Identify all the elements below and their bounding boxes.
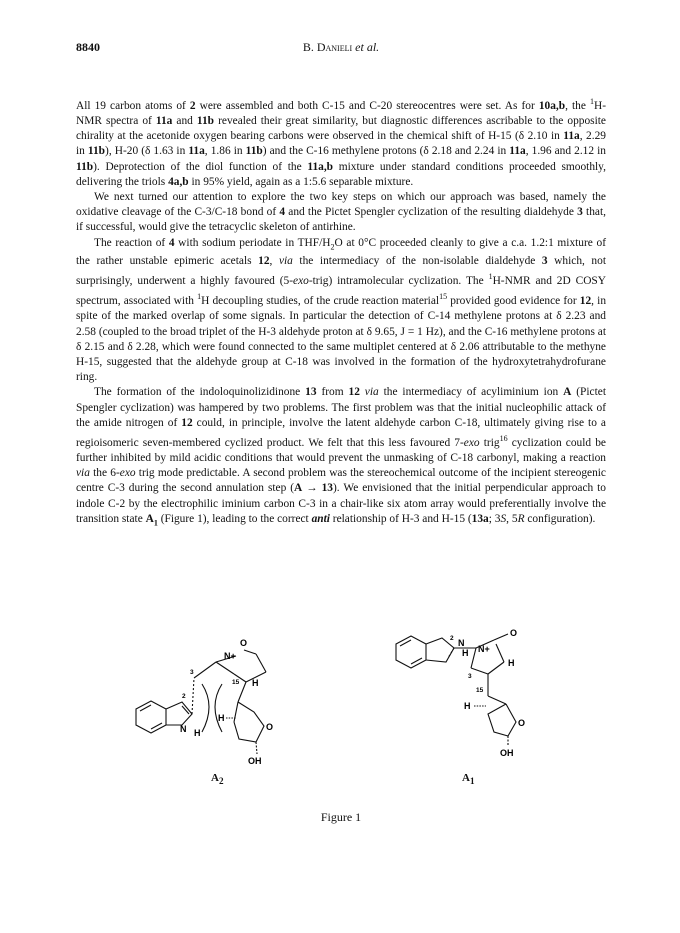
thf-ring-a1: [488, 704, 516, 736]
atom-nh-a2: H: [194, 728, 201, 738]
page-number: 8840: [76, 40, 100, 54]
atom-oh-a2: OH: [248, 756, 262, 766]
figure-1: [76, 614, 606, 787]
paragraph-1: All 19 carbon atoms of 2 were assembled and both C-15 and C-20 stereocentres were set. As for 10a,b, the $^1$H-NMR spectra of 11a and 11b revealed their great similarity, but diagnostic differences ascribable to the opposite chirality at the acetonide oxygen bearing carbons were observed in the chemical shift of H-15 (δ 2.10 in 11a, 2.29 in 11b), H-20 (δ 1.63 in 11a, 1.86 in 11b) and the C-16 methylene protons (δ 2.18 and 2.24 in 11a, 1.96 and 2.12 in 11b). Deprotection of the diol function of the 11a,b mixture under standard conditions proceeded smoothly, delivering the triols 4a,b in 95% yield, again as a 1:5.6 separable mixture.: [76, 97, 606, 188]
page-header: [76, 40, 606, 56]
label-a1: $A_1$: [462, 772, 475, 787]
num-15-a2: 15: [232, 679, 240, 686]
atom-o-ring-a1: O: [518, 718, 526, 728]
atom-n-plus-a1: N+: [478, 644, 490, 654]
atom-n-a2: N: [180, 724, 187, 734]
label-a2: $A_2$: [211, 772, 224, 787]
structures-svg: [76, 614, 606, 787]
paragraph-2: We next turned our attention to explore the two key steps on which our approach was based, namely the oxidative cleavage of the C-3/C-18 bond of 4 and the Pictet Spengler cyclization of the resulting dialdehyde 3 that, if successful, would give the tetracyclic skeleton of antirhine.: [76, 191, 606, 234]
benzene-ring-right: [396, 636, 426, 668]
running-title-et-al: et al.: [355, 40, 380, 54]
figure-caption: Figure 1: [320, 810, 362, 824]
atom-oxo-a1: O: [510, 628, 518, 638]
thf-ring-a2: [234, 702, 264, 742]
atom-h-hash-a2: H: [218, 713, 225, 723]
running-title-author: B. Danieli: [302, 40, 353, 54]
paragraph-3: The reaction of 4 with sodium periodate in THF/$H_2O$ at 0°C proceeded cleanly to give a c.a. 1.2:1 mixture of the rather unstable epimeric acetals 12, via the intermediacy of the non-isolable dialdehyde 3 which, not surprisingly, underwent a highly favoured (5-exo-trig) intramolecular cyclization. The $^1$H-NMR and 2D COSY spectrum, associated with $^1$H decoupling studies, of the crude reaction material$^{15}$ provided good evidence for 12, in spite of the marked overlap of some signals. In particular the detection of C-14 methylene protons at δ 2.23 and 2.58 (coupled to the broad triplet of the H-3 aldehyde proton at δ 9.65, J = 1 Hz), and the C-16 methylene protons at δ 2.15 and δ 2.28, which were found connected to the same multiplet centered at δ 2.06 attributable to the methyne H-15, suggested that the aldehyde group at C-18 was involved in the formation of the hydroxytetrahydrofurane ring.: [76, 236, 607, 384]
paragraph-4: The formation of the indoloquinolizidinone 13 from 12 via the intermediacy of acyliminium ion A (Pictet Spengler cyclization) was hampered by two problems. The first problem was that the initial nucleophilic attack of the amide nitrogen of 12 could, in principle, involve the latent aldehyde carbon C-18, ultimately giving rise to a regioisomeric seven-membered cyclized product. We felt that this less favoured 7-exo trig$^{16}$ cyclization could be further inhibited by mild acidic conditions that would prevent the unmasking of C-18 carbonyl, making a reaction via the 6-exo trig mode predictable. A second problem was the stereochemical outcome of the incipient stereogenic centre C-3 during the second annulation step (A → 13). We envisioned that the initial perpendicular approach to indole C-2 by the electrophilic iminium carbon C-3 in a chair-like six atom array would preferentially involve the transition state $A_1$ (Figure 1), leading to the correct anti relationship of H-3 and H-15 (13a; 3S, 5R configuration).: [76, 386, 607, 528]
running-title: [76, 40, 606, 55]
benzene-ring: [136, 701, 166, 733]
structure-a1: [396, 634, 516, 746]
body-text: [76, 94, 606, 530]
atom-n-a1: N: [458, 638, 465, 648]
num-2-a1: 2: [450, 635, 454, 642]
num-3-a1: 3: [468, 673, 472, 680]
num-15-a1: 15: [476, 687, 484, 694]
atom-nh-a1: H: [462, 648, 469, 658]
atom-h-a2: H: [252, 678, 259, 688]
atom-n-plus-a2: N+: [224, 651, 236, 661]
atom-oxo-a2: O: [240, 638, 248, 648]
num-3-a2: 3: [190, 669, 194, 676]
atom-o-ring-a2: O: [266, 722, 274, 732]
num-2-a2: 2: [182, 693, 186, 700]
atom-oh-a1: OH: [500, 748, 514, 758]
atom-h-hash-a1: H: [464, 701, 471, 711]
atom-h-a1: H: [508, 658, 515, 668]
structure-a2: [136, 650, 266, 754]
